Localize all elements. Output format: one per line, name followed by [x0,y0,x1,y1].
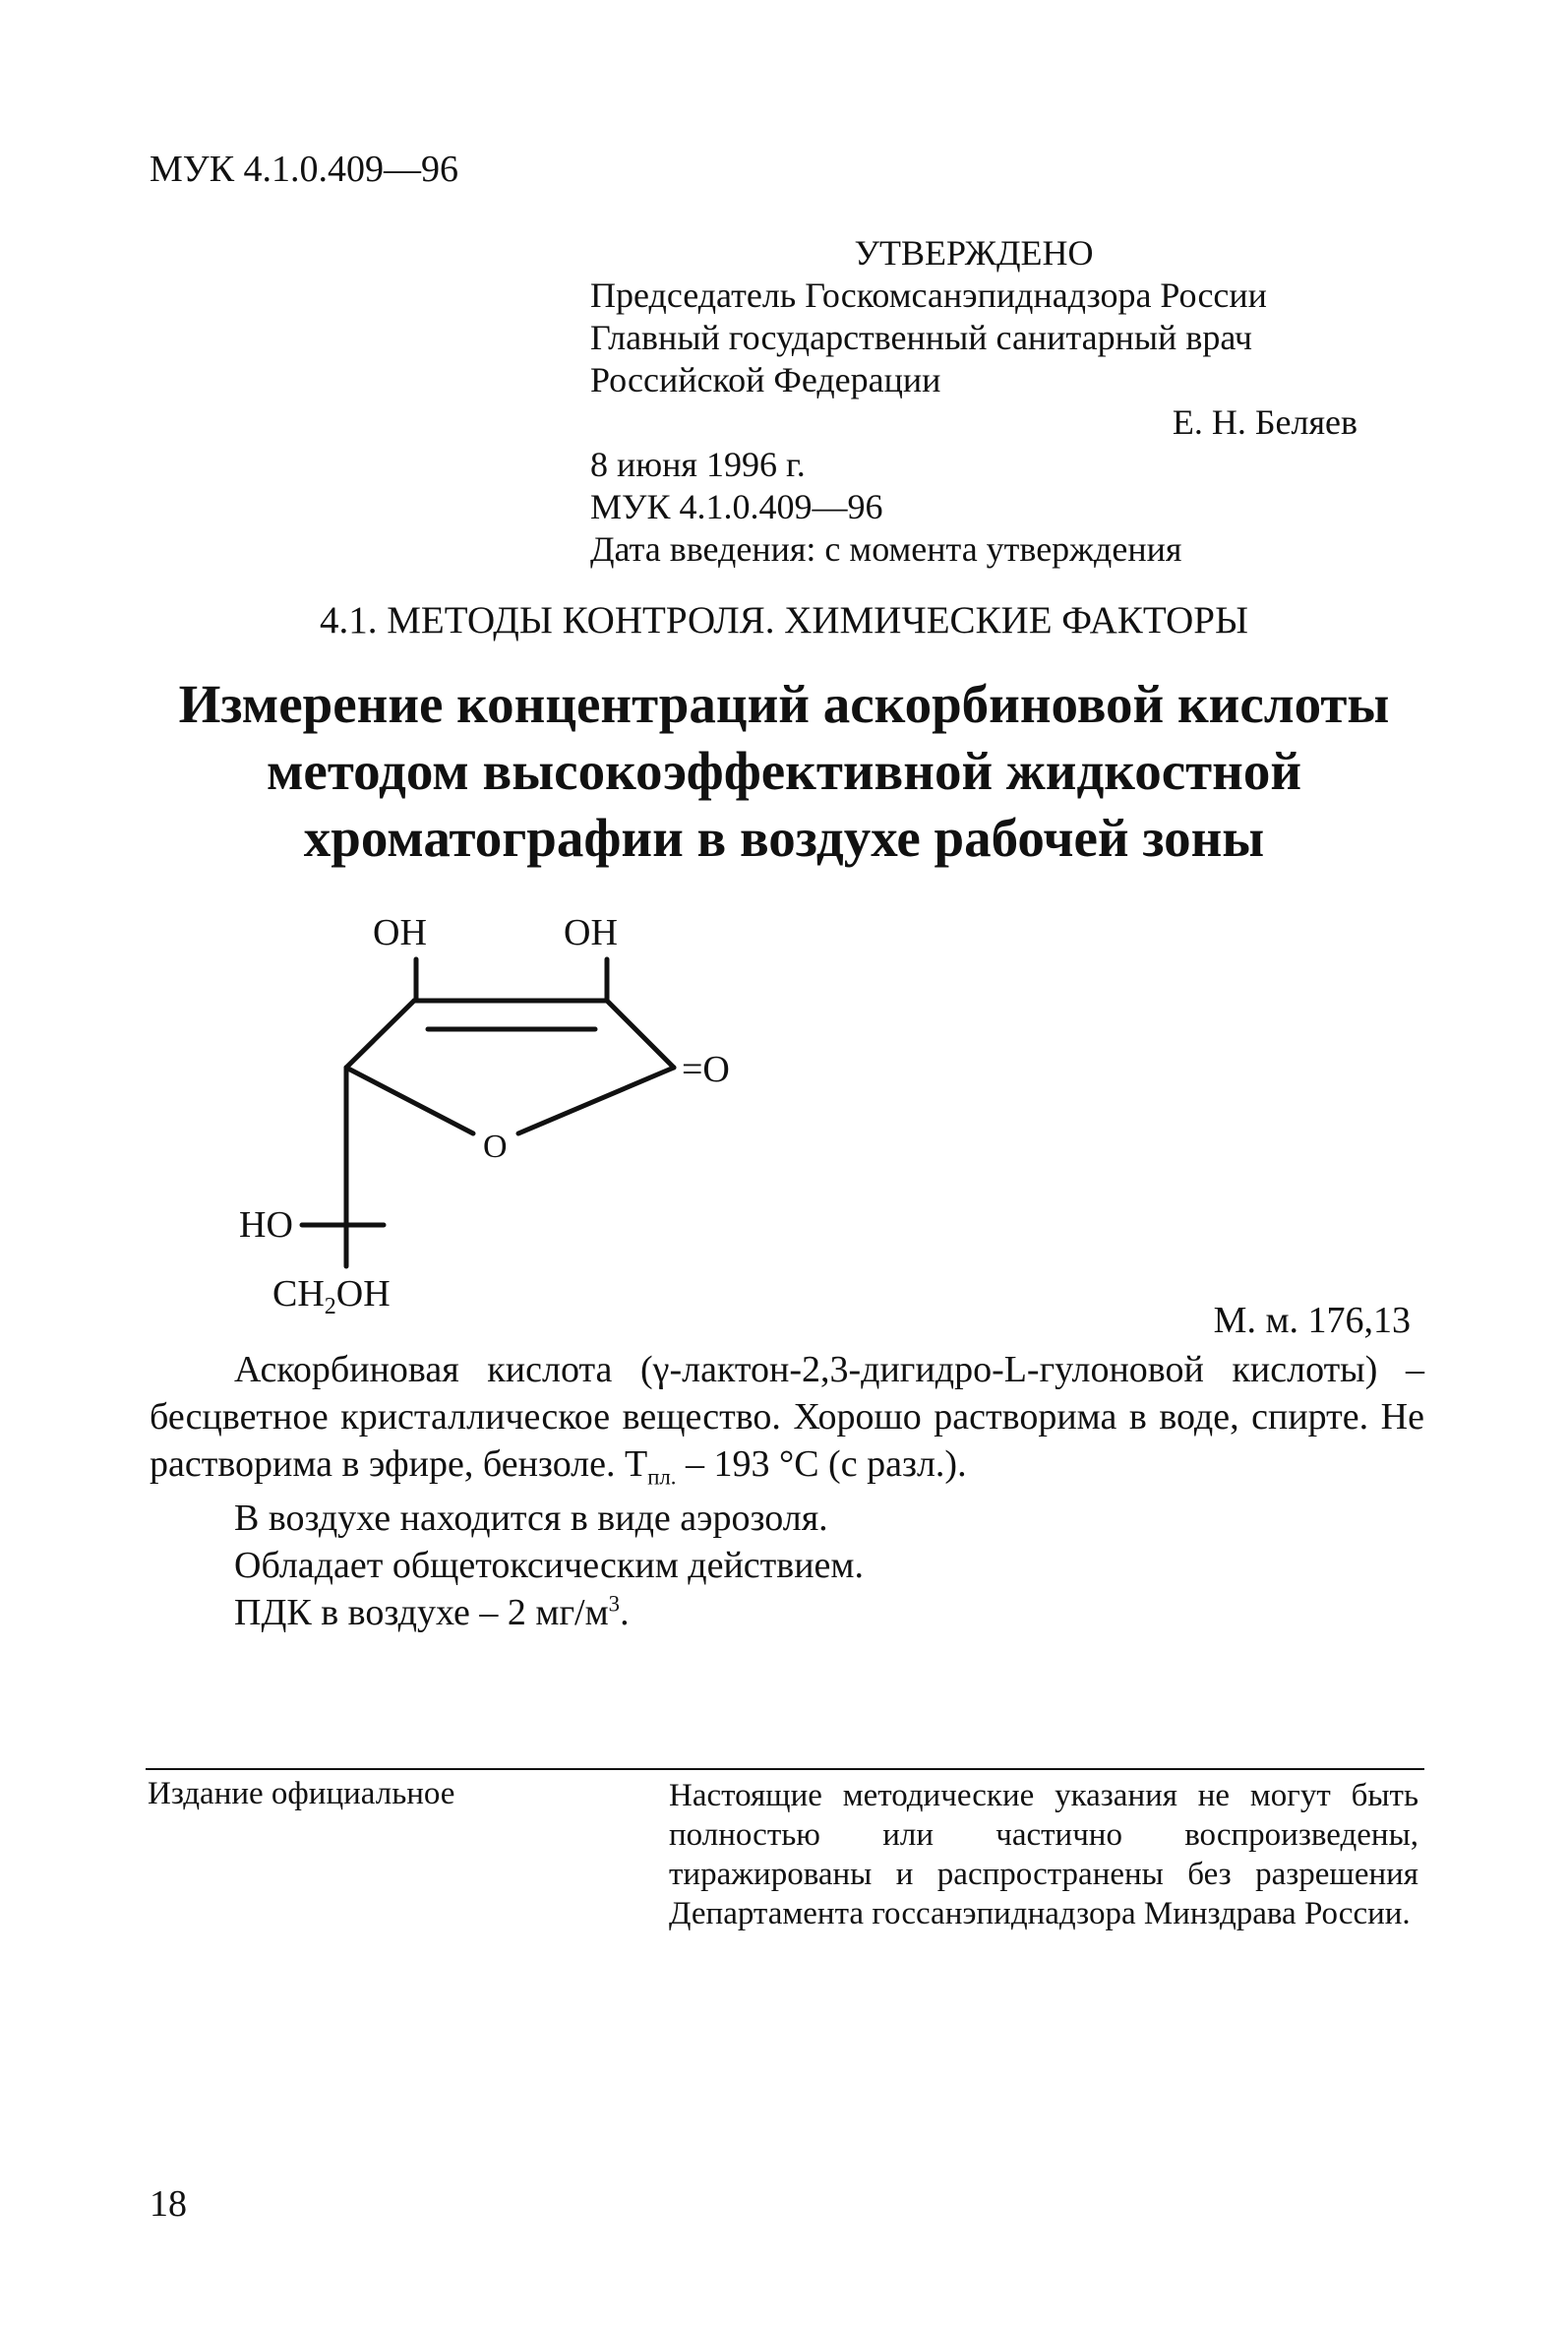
footer-divider [146,1768,1424,1770]
description-text: Аскорбиновая кислота (γ-лактон-2,3-дигидро-L-гулоновой кислоты) – бесцветное кристаллическое вещество. Хорошо растворима в воде, спирте. Не растворима в эфире, бензоле. Т [150,1349,1424,1485]
bond-line [346,1068,473,1133]
copyright-notice: Настоящие методические указания не могут быть полностью или частично воспроизведены, тиражированы и распространены без разрешения Департамента госсанэпиднадзора Минздрава России. [669,1778,1418,1931]
molar-mass: М. м. 176,13 [1213,1300,1411,1341]
ring-oxygen: O [483,1129,508,1165]
bond-line [346,1001,414,1068]
ho-group: HO [239,1204,293,1246]
structural-formula [221,890,772,1323]
oh-group-right: OH [564,912,618,953]
mac-text: . [620,1592,630,1633]
document-code: МУК 4.1.0.409—96 [150,149,459,190]
carbonyl-oxygen: =O [682,1049,730,1090]
ch2oh-subscript: 2 [324,1294,336,1319]
bond-line [518,1068,674,1133]
official-edition-label: Издание официальное [148,1776,455,1811]
title-line: Измерение концентраций аскорбиновой кислоты [178,674,1390,734]
mac-superscript: 3 [608,1591,621,1617]
aerosol-statement: В воздухе находится в виде аэрозоля. [234,1498,828,1539]
approval-block [590,232,1357,571]
ch2oh-part: CH [272,1273,325,1315]
oh-group-left: OH [373,912,427,953]
approval-code: МУК 4.1.0.409—96 [590,487,883,526]
ch2oh-part: OH [335,1273,391,1315]
mac-text: ПДК в воздухе – 2 мг/м [234,1592,609,1633]
approval-position-line: Главный государственный санитарный врач [590,318,1252,357]
approval-position-line: Российской Федерации [590,360,941,399]
title-line: методом высокоэффективной жидкостной [266,741,1302,801]
description-text: – 193 °С (с разл.). [676,1443,967,1485]
approval-position-line: Председатель Госкомсанэпиднадзора России [590,275,1267,315]
introduction-date: Дата введения: с момента утверждения [590,529,1182,569]
approval-signer: Е. Н. Беляев [1172,402,1357,442]
substance-description [150,1346,1424,1501]
page-number: 18 [150,2183,187,2225]
bond-line [607,1001,674,1068]
section-heading: 4.1. МЕТОДЫ КОНТРОЛЯ. ХИМИЧЕСКИЕ ФАКТОРЫ [320,599,1248,642]
melting-point-subscript: пл. [647,1464,677,1490]
mac-statement [234,1591,630,1634]
approval-date: 8 июня 1996 г. [590,445,806,484]
ch2oh-group [272,1273,391,1319]
title-line: хроматографии в воздухе рабочей зоны [303,808,1265,868]
document-title [0,671,1568,872]
approval-title: УТВЕРЖДЕНО [854,233,1094,273]
toxicity-statement: Обладает общетоксическим действием. [234,1545,864,1586]
